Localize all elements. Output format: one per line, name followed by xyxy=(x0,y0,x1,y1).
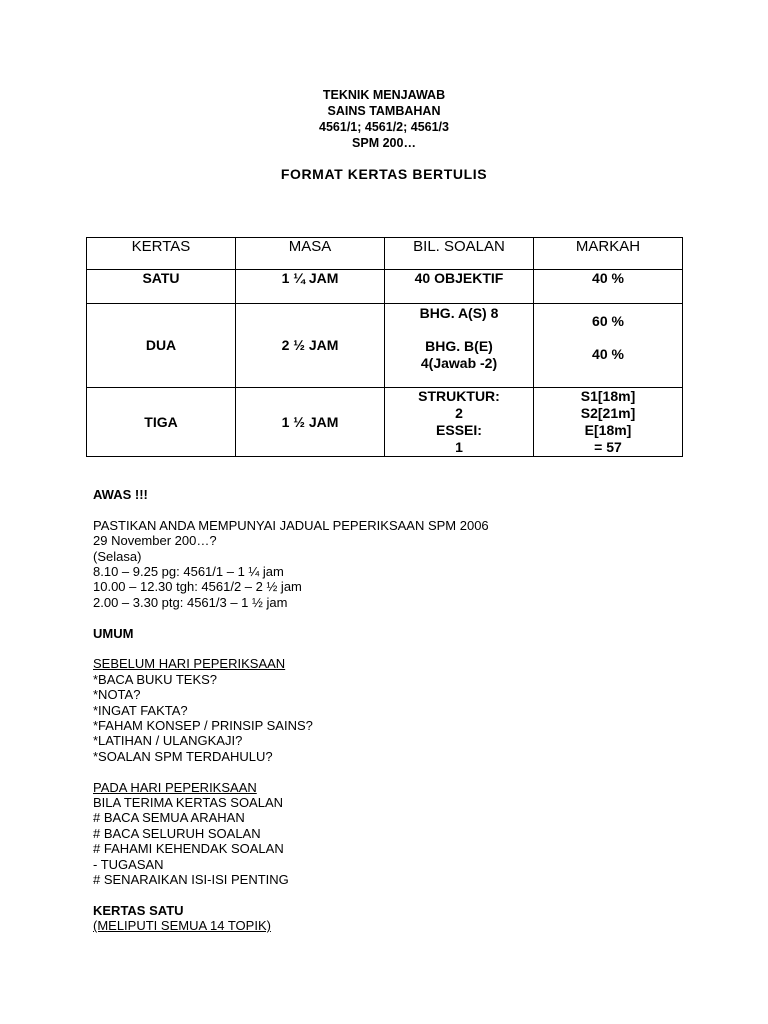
cell-kertas: DUA xyxy=(87,304,236,388)
exam-day: (Selasa) xyxy=(93,548,142,564)
soalan-essei-count: 1 xyxy=(455,439,463,455)
list-item: # SENARAIKAN ISI-ISI PENTING xyxy=(93,872,289,888)
column-header-markah: MARKAH xyxy=(534,238,683,270)
list-item: # BACA SELURUH SOALAN xyxy=(93,825,261,841)
table-row xyxy=(87,304,683,388)
list-item: *LATIHAN / ULANGKAJI? xyxy=(93,733,243,749)
markah-s1: S1[18m] xyxy=(580,388,636,404)
list-item: *NOTA? xyxy=(93,687,141,703)
soalan-essei-label: ESSEI: xyxy=(436,422,482,438)
list-item: - TUGASAN xyxy=(93,856,164,872)
document-body xyxy=(93,487,693,934)
markah-e: E[18m] xyxy=(584,422,632,438)
markah-part-b: 40 % xyxy=(592,346,624,362)
schedule-line: 10.00 – 12.30 tgh: 4561/2 – 2 ½ jam xyxy=(93,579,302,595)
format-title: FORMAT KERTAS BERTULIS xyxy=(280,166,488,182)
sebelum-heading: SEBELUM HARI PEPERIKSAAN xyxy=(93,656,286,672)
soalan-part-b-note: 4(Jawab -2) xyxy=(420,355,498,371)
list-item: *FAHAM KONSEP / PRINSIP SAINS? xyxy=(93,718,313,734)
schedule-line: 8.10 – 9.25 pg: 4561/1 – 1 ¼ jam xyxy=(93,564,284,580)
schedule-line: 2.00 – 3.30 ptg: 4561/3 – 1 ½ jam xyxy=(93,594,288,610)
list-item: *BACA BUKU TEKS? xyxy=(93,671,218,687)
cell-markah xyxy=(534,304,683,388)
soalan-part-a: BHG. A(S) 8 xyxy=(419,305,499,321)
table-row xyxy=(87,388,683,457)
document-header xyxy=(0,87,768,151)
list-item: # BACA SEMUA ARAHAN xyxy=(93,810,245,826)
header-subject: SAINS TAMBAHAN xyxy=(327,104,441,118)
header-paper-codes: 4561/1; 4561/2; 4561/3 xyxy=(319,120,449,134)
cell-soalan: 40 OBJEKTIF xyxy=(385,270,534,304)
cell-masa: 1 ½ JAM xyxy=(236,388,385,457)
table-header-row xyxy=(87,238,683,270)
column-header-kertas: KERTAS xyxy=(87,238,236,270)
header-exam-year: SPM 200… xyxy=(352,136,416,150)
awas-heading: AWAS !!! xyxy=(93,487,148,502)
soalan-part-b: BHG. B(E) xyxy=(425,338,493,354)
markah-part-a: 60 % xyxy=(592,313,624,329)
cell-kertas: SATU xyxy=(87,270,236,304)
exam-date: 29 November 200…? xyxy=(93,533,217,549)
markah-s2: S2[21m] xyxy=(580,405,636,421)
column-header-soalan: BIL. SOALAN xyxy=(385,238,534,270)
table-row xyxy=(87,270,683,304)
kertas-satu-heading: KERTAS SATU xyxy=(93,902,184,918)
umum-heading: UMUM xyxy=(93,625,134,641)
cell-soalan xyxy=(385,304,534,388)
cell-masa: 2 ½ JAM xyxy=(236,304,385,388)
cell-markah xyxy=(534,388,683,457)
markah-total: = 57 xyxy=(594,439,622,455)
column-header-masa: MASA xyxy=(236,238,385,270)
cell-markah: 40 % xyxy=(534,270,683,304)
cell-kertas: TIGA xyxy=(87,388,236,457)
soalan-struktur-label: STRUKTUR: xyxy=(418,388,500,404)
list-item: BILA TERIMA KERTAS SOALAN xyxy=(93,795,284,811)
pastikan-text: PASTIKAN ANDA MEMPUNYAI JADUAL PEPERIKSAAN SPM 2006 xyxy=(93,517,489,533)
format-table xyxy=(86,237,683,457)
list-item: *SOALAN SPM TERDAHULU? xyxy=(93,748,273,764)
list-item: # FAHAMI KEHENDAK SOALAN xyxy=(93,841,284,857)
pada-heading: PADA HARI PEPERIKSAAN xyxy=(93,779,257,795)
cell-masa: 1 ¼ JAM xyxy=(236,270,385,304)
list-item: *INGAT FAKTA? xyxy=(93,702,188,718)
soalan-struktur-count: 2 xyxy=(455,405,463,421)
meliputi-text: (MELIPUTI SEMUA 14 TOPIK) xyxy=(93,918,271,934)
cell-soalan xyxy=(385,388,534,457)
header-title: TEKNIK MENJAWAB xyxy=(322,88,446,102)
